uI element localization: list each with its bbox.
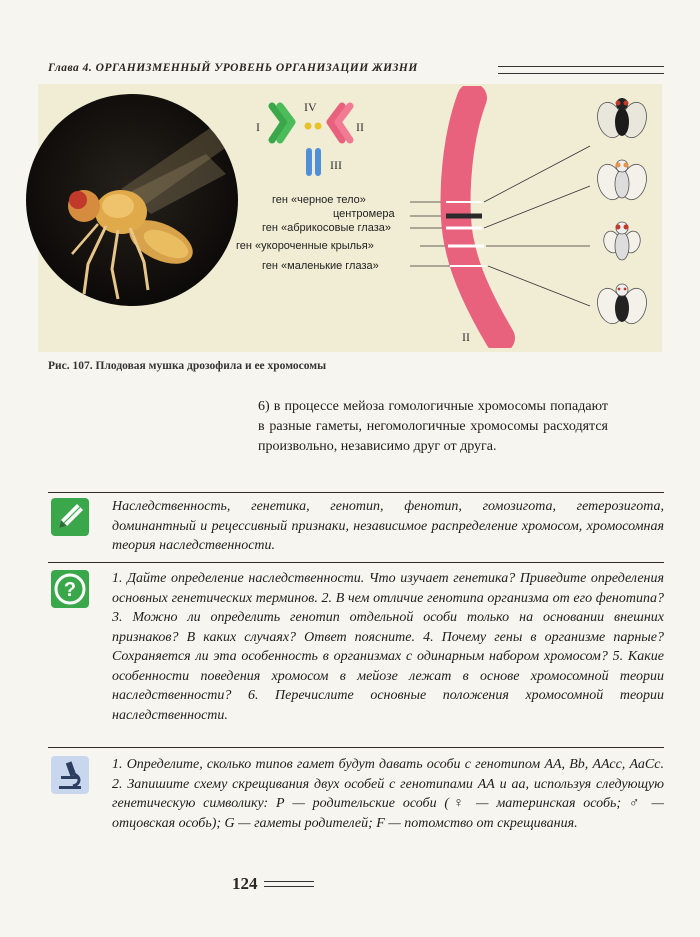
questions-text: 1. Дайте определение наследственности. Что изучает генетика? Приведите определения основных генетических терминов. 2. В чем отличие генотипа организма от его фенотипа? 3. Можно ли определить генотип отдельной особи только на основании внешних признаков? В каких случаях? Ответ поясните. 4. Почему гены в организме парные? Сохраняется ли эта особенность в организмах с одинарным набором хромосом? 5. Какие особенности поведения хромосом в мейозе лежат в основе хромосомной теории наследственности? 6. Перечислите основные положения хромосомной теории наследственности.	[112, 571, 664, 723]
label-apricot-eyes: ген «абрикосовые глаза»	[262, 222, 391, 234]
terms-box-top-rule	[48, 492, 664, 493]
microscope-icon	[51, 756, 89, 794]
label-small-eyes: ген «маленькие глаза»	[262, 260, 379, 272]
short-wings-fly-icon	[601, 222, 642, 260]
questions-box-top-rule	[48, 562, 664, 563]
chapter-header: Глава 4. ОРГАНИЗМЕННЫЙ УРОВЕНЬ ОРГАНИЗАЦИИ ЖИЗНИ	[48, 62, 418, 74]
header-rule	[498, 66, 664, 74]
chromosome-II-diagram	[400, 86, 600, 348]
small-eyes-fly-icon	[594, 284, 650, 326]
figure-caption: Рис. 107. Плодовая мушка дрозофила и ее хромосомы	[48, 360, 327, 372]
chromosome-label-II-top: II	[356, 120, 364, 134]
chromosome-label-II-bottom: II	[462, 330, 470, 344]
chromosome-label-I: I	[256, 120, 260, 134]
tasks-text: 1. Определите, сколько типов гамет будут давать особи с генотипом АА, Вb, ААсс, АаСс. 2. Запишите схему скрещивания двух особей с генотипами АА и аа, используя следующую генетическую символику: Р — родительские особи (♀ — материнская особь; ♂ — отцовская особь); G — гаметы родителей; F — потомство от скрещивания.	[112, 757, 664, 831]
chromosome-label-III: III	[330, 158, 342, 172]
svg-text:?: ?	[63, 579, 77, 601]
label-centromere: центромера	[333, 208, 395, 220]
label-short-wings: ген «укороченные крылья»	[236, 240, 374, 252]
page-number-rule	[264, 881, 314, 887]
fly-photo	[26, 94, 238, 306]
question-icon	[51, 570, 89, 608]
pencil-icon	[51, 498, 89, 536]
label-black-body: ген «черное тело»	[272, 194, 366, 206]
page-number: 124	[232, 874, 258, 893]
chromosome-label-IV: IV	[304, 100, 317, 114]
fruit-fly-image	[26, 94, 238, 306]
terms-text: Наследственность, генетика, генотип, фенотип, гомозигота, гетерозигота, доминантный и рецессивный признаки, независимое распределение хромосом, хромосомная теория наследственности.	[112, 499, 664, 553]
paragraph-item-6: 6) в процессе мейоза гомологичные хромосомы попадают в разные гаметы, негомологичные хромосомы расходятся произвольно, независимо друг от друга.	[258, 399, 608, 454]
tasks-box-top-rule	[48, 747, 664, 748]
apricot-eye-fly-icon	[594, 160, 650, 202]
fly-mutants-column	[592, 92, 652, 342]
black-body-fly-icon	[594, 98, 650, 140]
